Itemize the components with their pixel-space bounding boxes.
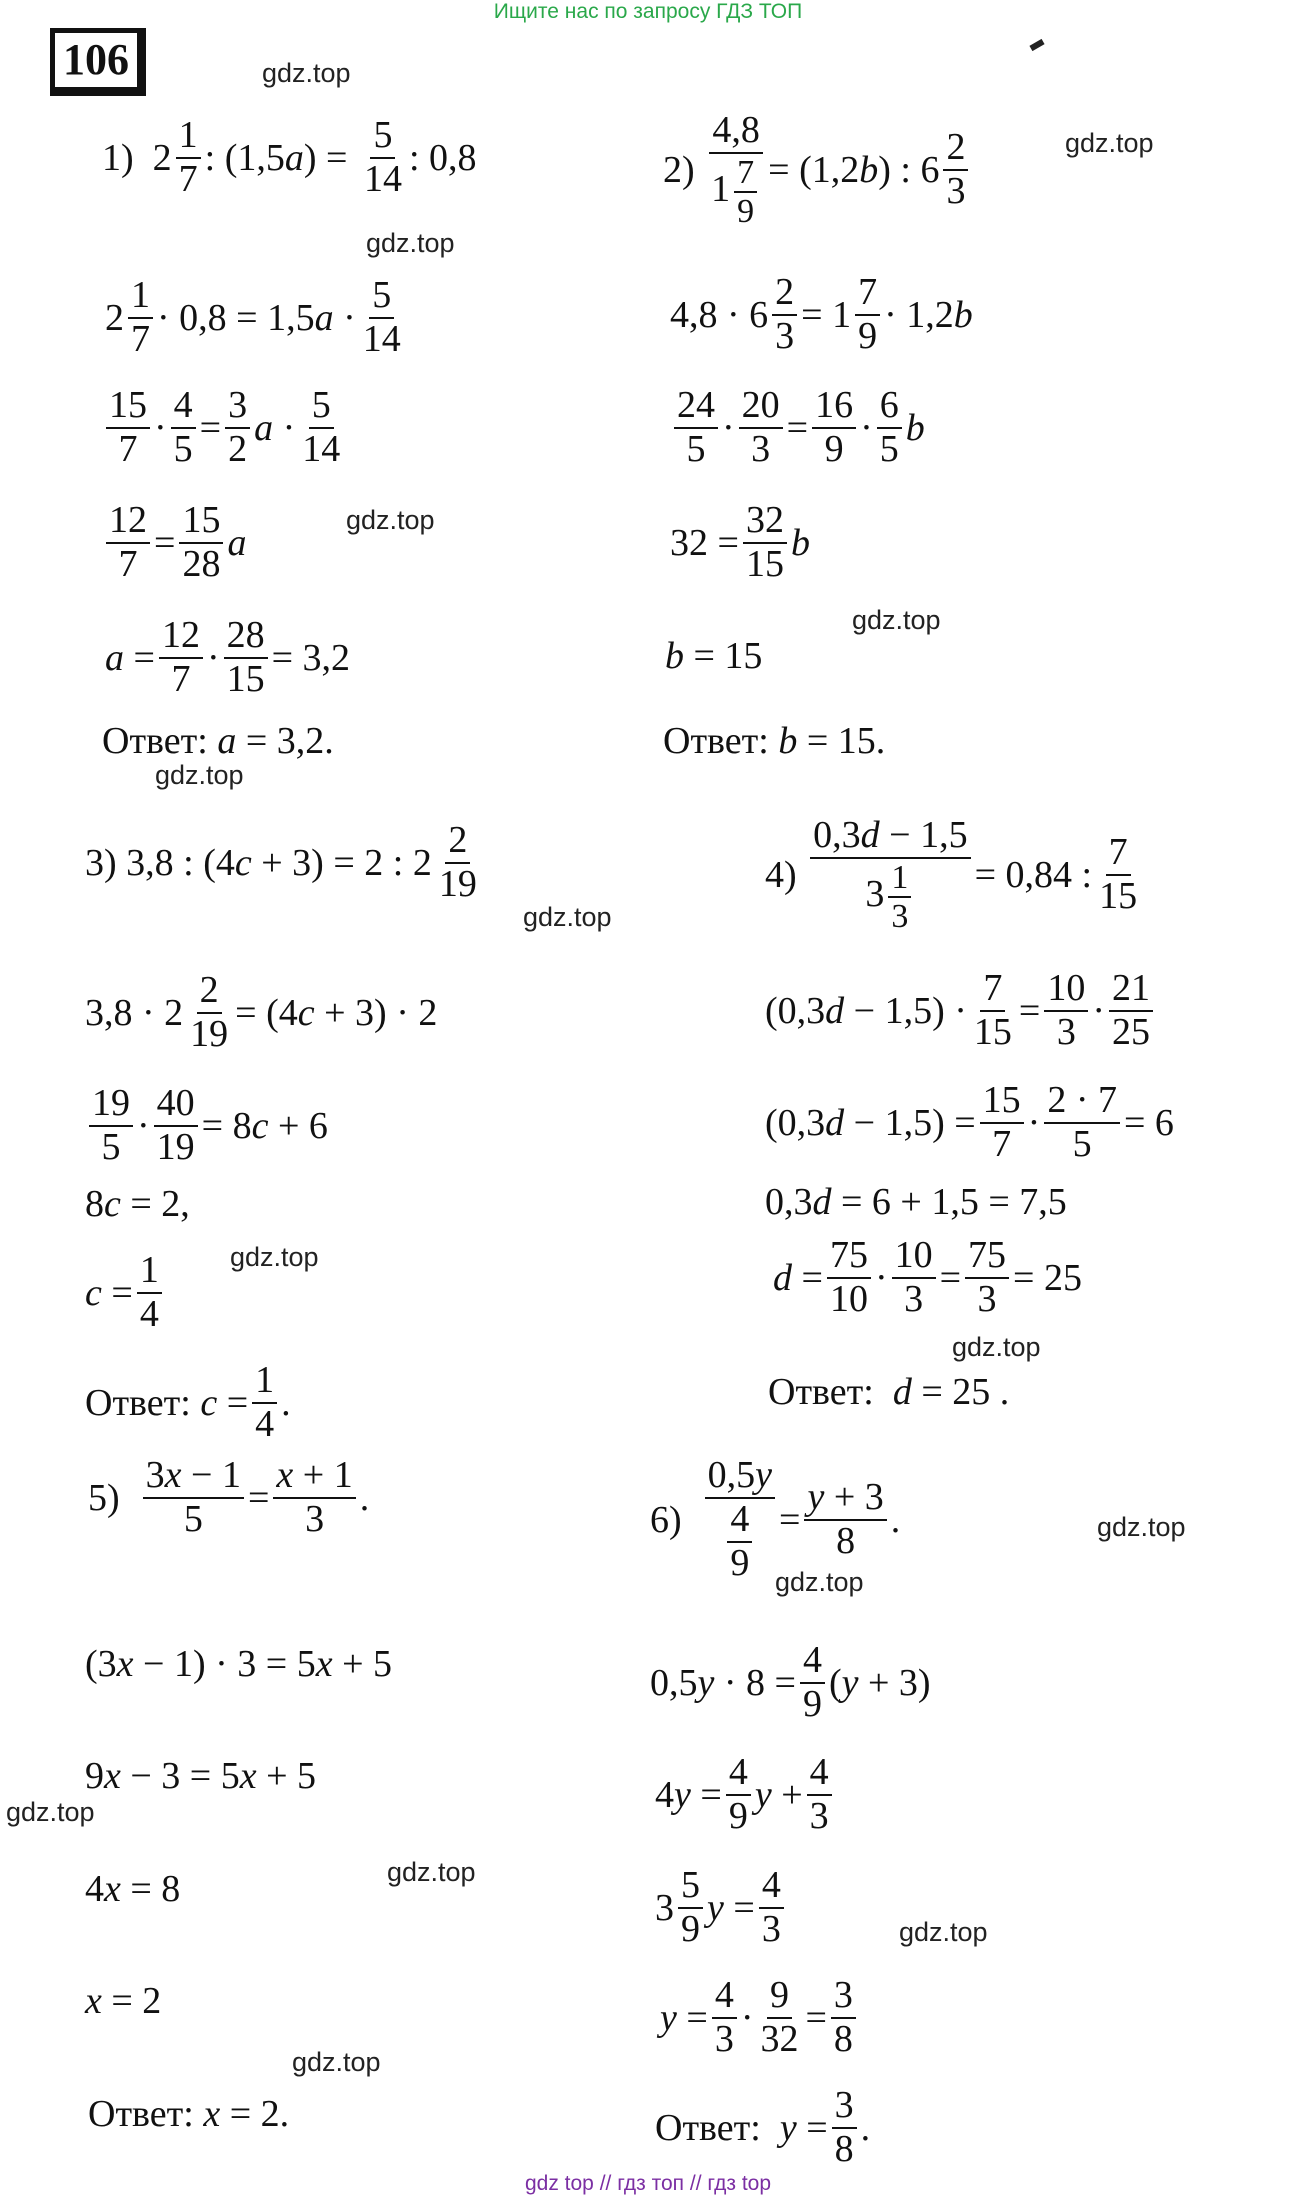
watermark: gdz.top xyxy=(387,1857,476,1887)
problem-2-statement: 2) 4,8 1 $\frac{7}{9}$ = (1,2b) : 6 2 3 xyxy=(663,110,972,231)
problem-6-statement: 6) 0,5y 4 9 = $\frac{y + 3}{8}$ . xyxy=(650,1454,901,1584)
problem-4-step-1: (0,3d − 1,5) · $\frac{7}{15}$ = $\frac{10}{3}$ · 21 25 xyxy=(765,968,1157,1054)
footer-links[interactable]: gdz top // гдз топ // гдз top xyxy=(524,2172,772,2195)
problem-4-step-2: (0,3d − 1,5) = $\frac{15}{7}$ · $\frac{2 \cdot 7}{5}$ = 6 xyxy=(765,1079,1174,1165)
problem-2-answer: Ответ: b = 15. xyxy=(663,720,886,762)
task-number-badge: 106 xyxy=(50,28,146,96)
problem-1-step-4: a = $\frac{12}{7}$ · $\frac{28}{15}$ = 3,2 xyxy=(105,614,351,700)
watermark: gdz.top xyxy=(899,1917,988,1947)
problem-4-step-4: d = $\frac{75}{10}$ · $\frac{10}{3}$ = $\frac{75}{3}$ = 25 xyxy=(773,1234,1082,1320)
watermark: gdz.top xyxy=(523,902,612,932)
problem-6-answer: Ответ: y = $\frac{3}{8}$ . xyxy=(655,2084,871,2170)
problem-6-step-1: 0,5y · 8 = $\frac{4}{9}$ (y + 3) xyxy=(650,1639,931,1725)
problem-2-step-2: 24 5 · $\frac{20}{3}$ = $\frac{16}{9}$ · 6 5 b xyxy=(670,385,925,471)
answer-label: Ответ: xyxy=(655,2106,761,2149)
problem-5-answer: Ответ: x = 2. xyxy=(88,2093,290,2135)
answer-label: Ответ: xyxy=(85,1381,191,1424)
problem-5-step-2: 9x − 3 = 5x + 5 xyxy=(85,1755,317,1797)
problem-3-answer: Ответ: c = $\frac{1}{4}$ . xyxy=(85,1359,291,1445)
problem-6-step-4: y = $\frac{4}{3}$ · $\frac{9}{32}$ = $\frac{3}{8}$ xyxy=(660,1975,860,2061)
problem-6-step-2: 4y = $\frac{4}{9}$ y + $\frac{4}{3}$ xyxy=(655,1752,836,1838)
problem-3-step-3: 8c = 2, xyxy=(85,1183,190,1225)
problem-3-step-1: 3,8 · 2 $\frac{2}{19}$ = (4c + 3) · 2 xyxy=(85,969,438,1055)
problem-6-step-3: 3 5 9 y = $\frac{4}{3}$ xyxy=(655,1865,788,1951)
problem-5-step-4: x = 2 xyxy=(85,1980,162,2022)
problem-5-step-3: 4x = 8 xyxy=(85,1868,181,1910)
problem-1-answer: Ответ: a = 3,2. xyxy=(102,720,334,762)
watermark: gdz.top xyxy=(6,1797,95,1827)
answer-label: Ответ: xyxy=(88,2093,194,2135)
watermark: gdz.top xyxy=(292,2047,381,2077)
problem-3-statement: 3) 3,8 : (4c + 3) = 2 : 2 2 19 xyxy=(85,819,477,905)
watermark: gdz.top xyxy=(1097,1512,1186,1542)
answer-label: Ответ: xyxy=(102,720,208,762)
watermark: gdz.top xyxy=(155,760,244,790)
problem-1-step-1: 2 1 7 · 0,8 = 1,5a · 5 14 xyxy=(105,274,401,360)
problem-4-step-3: 0,3d = 6 + 1,5 = 7,5 xyxy=(765,1181,1067,1223)
watermark: gdz.top xyxy=(262,58,351,88)
problem-2-step-4: b = 15 xyxy=(665,635,763,677)
problem-2-step-3: 32 = $\frac{32}{15}$ b xyxy=(670,499,810,585)
problem-5-statement: 5) $\frac{3x - 1}{5}$ = $\frac{x + 1}{3}$ . xyxy=(88,1454,370,1540)
problem-4-statement: 4) 0,3d − 1,5 3 $\frac{1}{3}$ = 0,84 : 7 15 xyxy=(765,814,1138,936)
watermark: gdz.top xyxy=(852,605,941,635)
problem-3-step-4: c = $\frac{1}{4}$ xyxy=(85,1250,166,1336)
watermark: gdz.top xyxy=(366,228,455,258)
search-banner[interactable]: Ищите нас по запросу ГДЗ ТОП xyxy=(493,0,803,23)
problem-2-step-1: 4,8 · 6 $\frac{2}{3}$ = 1 7 9 · 1,2b xyxy=(670,271,973,357)
problem-3-step-2: 19 5 · $\frac{40}{19}$ = 8c + 6 xyxy=(85,1083,328,1169)
watermark: gdz.top xyxy=(346,505,435,535)
problem-1-step-3: $\frac{12}{7}$ = $\frac{15}{28}$ a xyxy=(102,500,246,586)
answer-label: Ответ: xyxy=(768,1371,874,1413)
problem-5-step-1: (3x − 1) · 3 = 5x + 5 xyxy=(85,1643,393,1685)
watermark: gdz.top xyxy=(775,1567,864,1597)
problem-1-statement: 1) 2 1 7 : (1,5a) = $\frac{5}{14}$ : 0,8 xyxy=(102,114,477,200)
watermark: gdz.top xyxy=(1065,128,1154,158)
problem-4-answer: Ответ: d = 25 . xyxy=(768,1371,1010,1413)
watermark: gdz.top xyxy=(230,1242,319,1272)
stray-mark xyxy=(1029,39,1044,51)
watermark: gdz.top xyxy=(952,1332,1041,1362)
problem-1-step-2: 15 7 · $\frac{4}{5}$ = $\frac{3}{2}$ a · 5 14 xyxy=(102,385,347,471)
answer-label: Ответ: xyxy=(663,720,769,762)
